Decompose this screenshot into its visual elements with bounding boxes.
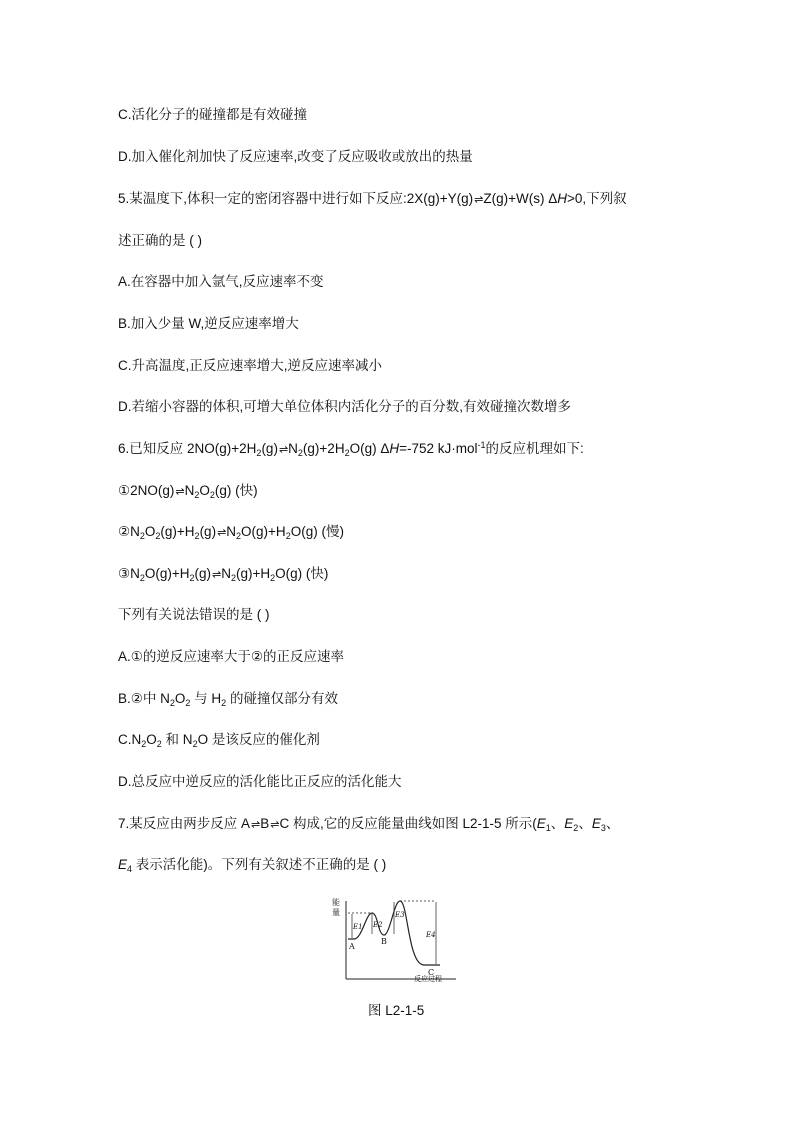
question-7-stem: 7.某反应由两步反应 A⇌B⇌C 构成,它的反应能量曲线如图 L2-1-5 所示($E_1$、$E_2$、$E_3$、 xyxy=(118,816,620,833)
energy-label-e3: E3 xyxy=(395,911,405,919)
point-label-b: B xyxy=(381,937,387,946)
equilibrium-arrow-icon: ⇌ xyxy=(474,194,483,206)
y-axis-label-2: 量 xyxy=(332,908,340,917)
option-4d: D.加入催化剂加快了反应速率,改变了反应吸收或放出的热量 xyxy=(118,149,473,164)
figure-caption: 图 L2-1-5 xyxy=(368,1003,425,1018)
equilibrium-arrow-icon: ⇌ xyxy=(212,569,221,581)
option-6d: D.总反应中逆反应的活化能比正反应的活化能大 xyxy=(118,774,402,789)
equilibrium-arrow-icon: ⇌ xyxy=(278,444,288,456)
option-5c: C.升高温度,正反应速率增大,逆反应速率减小 xyxy=(118,358,383,373)
equilibrium-arrow-icon: ⇌ xyxy=(270,819,279,831)
mechanism-step-3: $③N_2O(g)+H_2(g)\rightleftharpoons N_2(g)+H_2O(g)$ (快) xyxy=(118,566,329,583)
equilibrium-arrow-icon: ⇌ xyxy=(251,819,260,831)
option-5a: A.在容器中加入氩气,反应速率不变 xyxy=(118,274,324,289)
energy-label-e4: E4 xyxy=(426,931,436,939)
option-4c: C.活化分子的碰撞都是有效碰撞 xyxy=(118,107,307,122)
option-6a: A.①的逆反应速率大于②的正反应速率 xyxy=(118,649,344,664)
energy-diagram xyxy=(328,893,458,983)
point-label-c: C xyxy=(428,968,435,977)
option-5b: B.加入少量 W,逆反应速率增大 xyxy=(118,316,299,331)
point-label-a: A xyxy=(349,942,355,951)
mechanism-step-1: $①2NO(g)\rightleftharpoons N_2O_2(g)$ (快) xyxy=(118,483,258,500)
y-axis-label-1: 能 xyxy=(332,898,340,907)
mechanism-step-2: $②N_2O_2(g)+H_2(g)\rightleftharpoons N_2O(g)+H_2O(g)$ (慢) xyxy=(118,524,344,541)
question-5-stem: 5.某温度下,体积一定的密闭容器中进行如下反应:2X(g)+Y(g)⇌Z(g)+W(s) ΔH>0,下列叙 xyxy=(118,191,627,206)
equilibrium-arrow-icon: ⇌ xyxy=(217,527,226,539)
question-6-stem: 6.已知反应 $2NO(g)+2H_2(g)\rightleftharpoons N_2(g)+2H_2O(g)$ ΔH=-752 kJ·mol$^{-1}$的反应机理如下: xyxy=(118,440,584,458)
option-5d: D.若缩小容器的体积,可增大单位体积内活化分子的百分数,有效碰撞次数增多 xyxy=(118,399,572,414)
option-6c: $C.N_2O_2$ 和 $N_2O$ 是该反应的催化剂 xyxy=(118,732,320,749)
energy-label-e2: E2 xyxy=(373,921,383,929)
option-6b: B.②中 $N_2O_2$ 与 $H_2$ 的碰撞仅部分有效 xyxy=(118,691,338,708)
question-7-stem-cont: $E_4$ 表示活化能)。下列有关叙述不正确的是 ( ) xyxy=(118,857,387,874)
equilibrium-arrow-icon: ⇌ xyxy=(175,486,184,498)
energy-label-e1: E1 xyxy=(353,923,363,931)
question-5-stem-cont: 述正确的是 ( ) xyxy=(118,233,202,248)
x-axis-label: 反应过程 xyxy=(414,975,442,983)
question-6-prompt: 下列有关说法错误的是 ( ) xyxy=(118,607,270,622)
